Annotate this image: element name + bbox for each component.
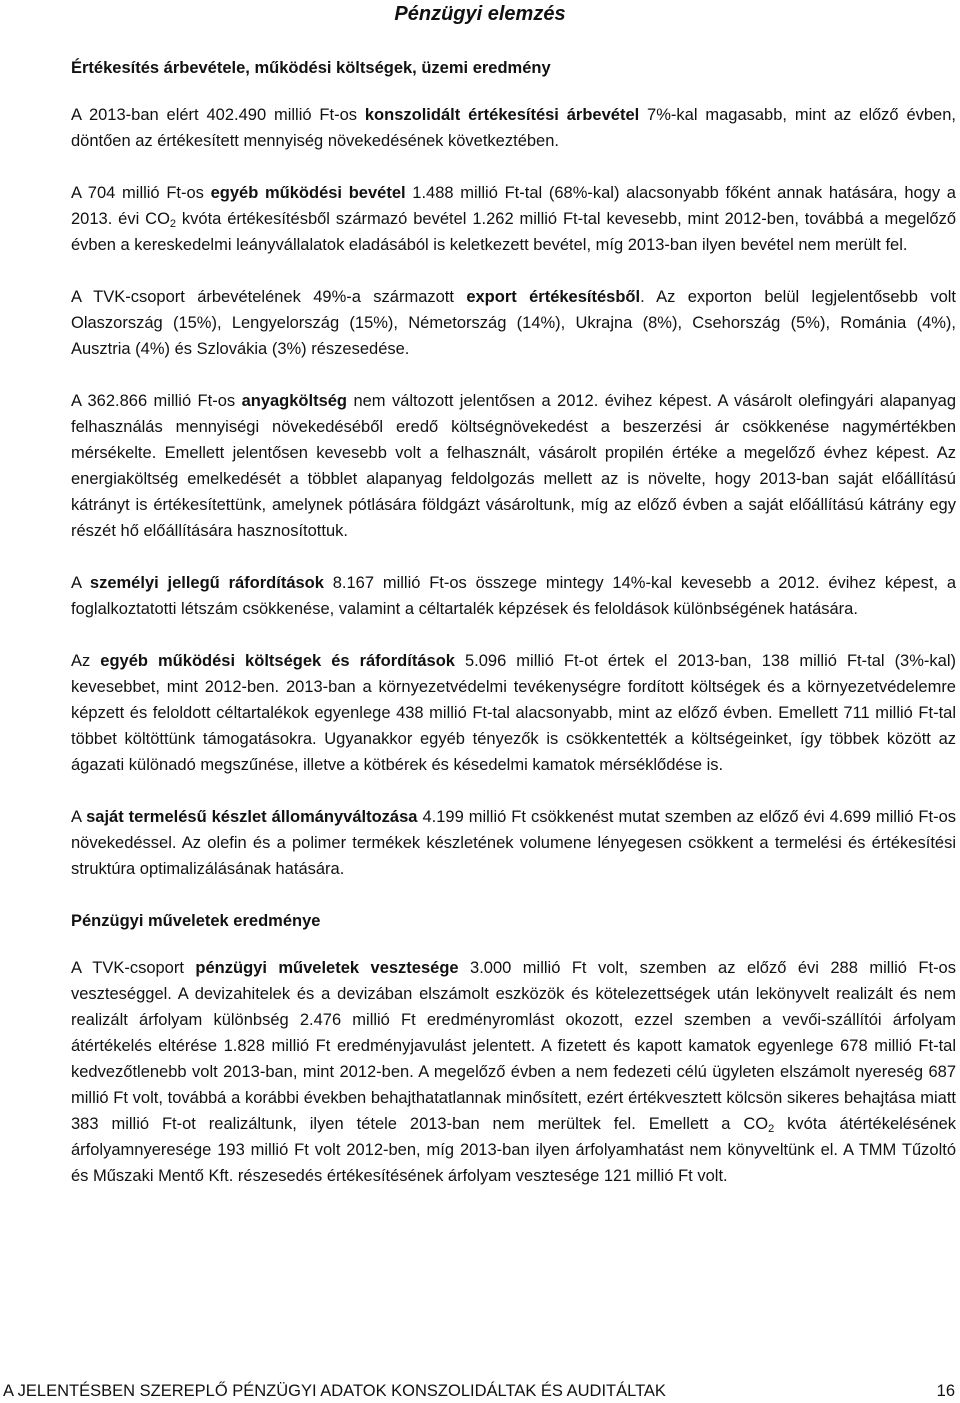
paragraph-other-income: A 704 millió Ft-os egyéb működési bevétel 1.488 millió Ft-tal (68%-kal) alacsonyabb főként annak hatására, hogy a 2013. évi $CO_2$ kvóta értékesítésből származó bevétel 1.262 millió Ft-tal kevesebb, mint 2012-ben, továbbá a megelőző évben a kereskedelmi leányvállalatok eladásából is keletkezett bevétel, míg 2013-ban ilyen bevétel nem merült fel. bbox=[71, 184, 956, 254]
page-number: 16 bbox=[936, 1382, 955, 1400]
paragraph-other-costs: Az egyéb működési költségek és ráfordítások 5.096 millió Ft-ot értek el 2013-ban, 138 millió Ft-tal (3%-kal) kevesebbet, mint 2012-ben. 2013-ban a környezetvédelmi tevékenységre fordított költségek és a környezetvédelemre képzett és feloldott céltartalékok egyenlege 438 millió Ft-tal alacsonyabb, mint az előző évben. Emellett 711 millió Ft-tal többet költöttünk támogatásokra. Ugyanakkor egyéb tényezők is csökkentették a költségeinket, így többek között az ágazati különadó megszűnése, illetve a kötbérek és késedelmi kamatok mérséklődése is. bbox=[71, 652, 956, 774]
paragraph-inventory: A saját termelésű készlet állományváltozása 4.199 millió Ft csökkenést mutat szemben az előző évi 4.699 millió Ft-os növekedéssel. Az olefin és a polimer termékek készletének volumene lényegesen csökkent a termelési és értékesítési struktúra optimalizálásának hatására. bbox=[71, 808, 957, 878]
footer-text: A JELENTÉSBEN SZEREPLŐ PÉNZÜGYI ADATOK KONSZOLIDÁLTAK ÉS AUDITÁLTAK bbox=[3, 1382, 666, 1400]
paragraph-export: A TVK-csoport árbevételének 49%-a származott export értékesítésből. Az exporton belül legjelentősebb volt Olaszország (15%), Lengyelország (15%), Németország (14%), Ukrajna (8%), Csehország (5%), Románia (4%), Ausztria (4%) és Szlovákia (3%) részesedése. bbox=[71, 288, 956, 358]
paragraph-personnel: A személyi jellegű ráfordítások 8.167 millió Ft-os összege mintegy 14%-kal kevesebb a 2012. évihez képest, a foglalkoztatotti létszám csökkenése, valamint a céltartalék képzések és feloldások különbségének hatására. bbox=[71, 574, 957, 618]
section-heading-financial: Pénzügyi műveletek eredménye bbox=[71, 912, 321, 930]
page-title: Pénzügyi elemzés bbox=[394, 3, 566, 25]
paragraph-revenue: A 2013-ban elért 402.490 millió Ft-os konszolidált értékesítési árbevétel 7%-kal magasabb, mint az előző évben, döntően az értékesített mennyiség növekedésének következtében. bbox=[71, 106, 956, 150]
paragraph-financial-loss: A TVK-csoport pénzügyi műveletek vesztesége 3.000 millió Ft volt, szemben az előző évi 288 millió Ft-os veszteséggel. A devizahitelek és a devizában elszámolt eszközök és kötelezettségek után lekönyvelt realizált és nem realizált árfolyam különbség 2.476 millió Ft eredményromlást okozott, ezzel szemben a vevői-szállítói árfolyam átértékelés eltérése 1.828 millió Ft eredményjavulást jelentett. A fizetett és kapott kamatok egyenlege 678 millió Ft-tal kedvezőtlenebb volt 2013-ban, mint 2012-ben. A megelőző évben a nem fedezeti célú ügyleten elszámolt nyereség 687 millió Ft volt, továbbá a korábbi években behajthatatlannak minősített, ezért értékvesztett kölcsön sikeres behajtása miatt 383 millió Ft-ot realizáltunk, ilyen tétele 2013-ban nem merültek fel. Emellett a $CO_2$ kvóta átértékelésének árfolyamnyeresége 193 millió Ft volt 2012-ben, míg 2013-ban ilyen árfolyamhatást nem könyveltünk el. A TMM Tűzoltó és Műszaki Mentő Kft. részesedés értékesítésének árfolyam vesztesége 121 millió Ft volt. bbox=[71, 959, 956, 1185]
page-footer bbox=[3, 1380, 955, 1402]
paragraph-material-cost: A 362.866 millió Ft-os anyagköltség nem változott jelentősen a 2012. évihez képest. A vásárolt olefingyári alapanyag felhasználás mennyiségi növekedéséből eredő költségnövekedést a beszerzési ár csökkenése nagymértékben mérsékelte. Emellett jelentősen kevesebb volt a felhasznált, vásárolt propilén értéke a megelőző évhez képest. Az energiaköltség emelkedését a többlet alapanyag feldolgozás mellett az is növelte, hogy 2013-ban saját előállítású kátrányt is értékesítettünk, amelynek pótlására földgázt vásároltunk, míg az előző évben a saját előállítású kátrány egy részét hő előállítására hasznosítottuk. bbox=[71, 392, 956, 540]
section-heading-sales: Értékesítés árbevétele, működési költségek, üzemi eredmény bbox=[71, 59, 551, 77]
document-body bbox=[71, 55, 956, 1189]
